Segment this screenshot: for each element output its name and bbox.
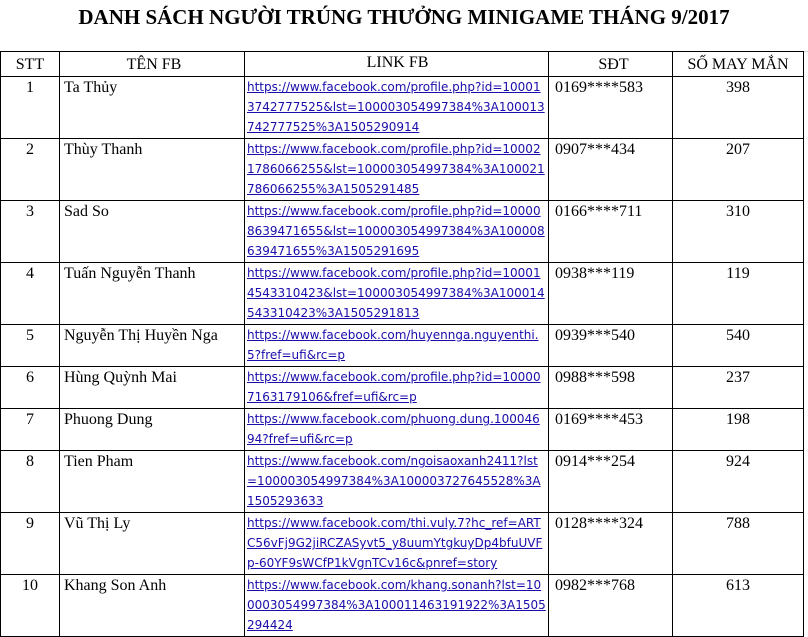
cell-name: Nguyễn Thị Huyền Nga (60, 325, 245, 367)
cell-lucky: 613 (673, 575, 804, 637)
facebook-link[interactable]: https://www.facebook.com/thi.vuly.7?hc_ref=ARTC56vFj9G2jiRCZASyvt5_y8uumYtgkuyDp4bfuUVFp-60YF9sWCfP1kVgnTCv16c&pnref=story (247, 516, 543, 570)
cell-phone: 0169****453 (549, 409, 673, 451)
cell-link (245, 139, 549, 201)
blank-row (0, 34, 808, 52)
cell-lucky: 237 (673, 367, 804, 409)
cell-lucky: 788 (673, 513, 804, 575)
cell-phone: 0988***598 (549, 367, 673, 409)
table-row (1, 201, 804, 263)
cell-phone: 0982***768 (549, 575, 673, 637)
cell-stt: 4 (1, 263, 60, 325)
facebook-link[interactable]: https://www.facebook.com/ngoisaoxanh2411?lst=100003054997384%3A100003727645528%3A1505293633 (247, 454, 541, 508)
facebook-link[interactable]: https://www.facebook.com/profile.php?id=100007163179106&fref=ufi&rc=p (247, 370, 541, 404)
cell-stt: 5 (1, 325, 60, 367)
table-row (1, 139, 804, 201)
facebook-link[interactable]: https://www.facebook.com/profile.php?id=100021786066255&lst=100003054997384%3A100021786066255%3A1505291485 (247, 142, 545, 196)
cell-link (245, 201, 549, 263)
cell-lucky: 207 (673, 139, 804, 201)
cell-lucky: 398 (673, 77, 804, 139)
header-name: TÊN FB (60, 52, 245, 77)
facebook-link[interactable]: https://www.facebook.com/khang.sonanh?lst=100003054997384%3A100011463191922%3A1505294424 (247, 578, 546, 632)
cell-link (245, 325, 549, 367)
cell-lucky: 310 (673, 201, 804, 263)
cell-link (245, 451, 549, 513)
cell-lucky: 540 (673, 325, 804, 367)
table-row (1, 451, 804, 513)
cell-phone: 0128****324 (549, 513, 673, 575)
facebook-link[interactable]: https://www.facebook.com/profile.php?id=100013742777525&lst=100003054997384%3A100013742777525%3A1505290914 (247, 80, 545, 134)
cell-stt: 2 (1, 139, 60, 201)
cell-stt: 6 (1, 367, 60, 409)
cell-name: Tien Pham (60, 451, 245, 513)
facebook-link[interactable]: https://www.facebook.com/profile.php?id=100008639471655&lst=100003054997384%3A100008639471655%3A1505291695 (247, 204, 545, 258)
table-row (1, 513, 804, 575)
cell-name: Hùng Quỳnh Mai (60, 367, 245, 409)
cell-stt: 8 (1, 451, 60, 513)
cell-lucky: 924 (673, 451, 804, 513)
table-row (1, 409, 804, 451)
cell-stt: 7 (1, 409, 60, 451)
header-row (1, 52, 804, 77)
cell-name: Ta Thủy (60, 77, 245, 139)
header-phone: SĐT (549, 52, 673, 77)
facebook-link[interactable]: https://www.facebook.com/huyennga.nguyenthi.5?fref=ufi&rc=p (247, 328, 539, 362)
cell-stt: 10 (1, 575, 60, 637)
table-row (1, 77, 804, 139)
page-title: DANH SÁCH NGƯỜI TRÚNG THƯỞNG MINIGAME THÁNG 9/2017 (78, 5, 730, 29)
cell-link (245, 263, 549, 325)
cell-name: Tuấn Nguyễn Thanh (60, 263, 245, 325)
cell-phone: 0914***254 (549, 451, 673, 513)
header-link: LINK FB (245, 52, 549, 77)
cell-lucky: 198 (673, 409, 804, 451)
table-row (1, 575, 804, 637)
cell-link (245, 77, 549, 139)
cell-link (245, 367, 549, 409)
cell-link (245, 409, 549, 451)
cell-stt: 1 (1, 77, 60, 139)
table-row (1, 263, 804, 325)
cell-name: Khang Son Anh (60, 575, 245, 637)
cell-phone: 0166****711 (549, 201, 673, 263)
facebook-link[interactable]: https://www.facebook.com/profile.php?id=100014543310423&lst=100003054997384%3A100014543310423%3A1505291813 (247, 266, 545, 320)
header-stt: STT (1, 52, 60, 77)
table-row (1, 367, 804, 409)
cell-lucky: 119 (673, 263, 804, 325)
header-lucky: SỐ MAY MẮN (673, 52, 804, 77)
cell-link (245, 513, 549, 575)
cell-stt: 3 (1, 201, 60, 263)
cell-name: Vũ Thị Ly (60, 513, 245, 575)
winners-table (0, 51, 804, 637)
cell-name: Thùy Thanh (60, 139, 245, 201)
cell-phone: 0939***540 (549, 325, 673, 367)
cell-name: Sad So (60, 201, 245, 263)
cell-name: Phuong Dung (60, 409, 245, 451)
cell-stt: 9 (1, 513, 60, 575)
cell-phone: 0169****583 (549, 77, 673, 139)
table-row (1, 325, 804, 367)
cell-phone: 0938***119 (549, 263, 673, 325)
facebook-link[interactable]: https://www.facebook.com/phuong.dung.10004694?fref=ufi&rc=p (247, 412, 540, 446)
cell-phone: 0907***434 (549, 139, 673, 201)
cell-link (245, 575, 549, 637)
